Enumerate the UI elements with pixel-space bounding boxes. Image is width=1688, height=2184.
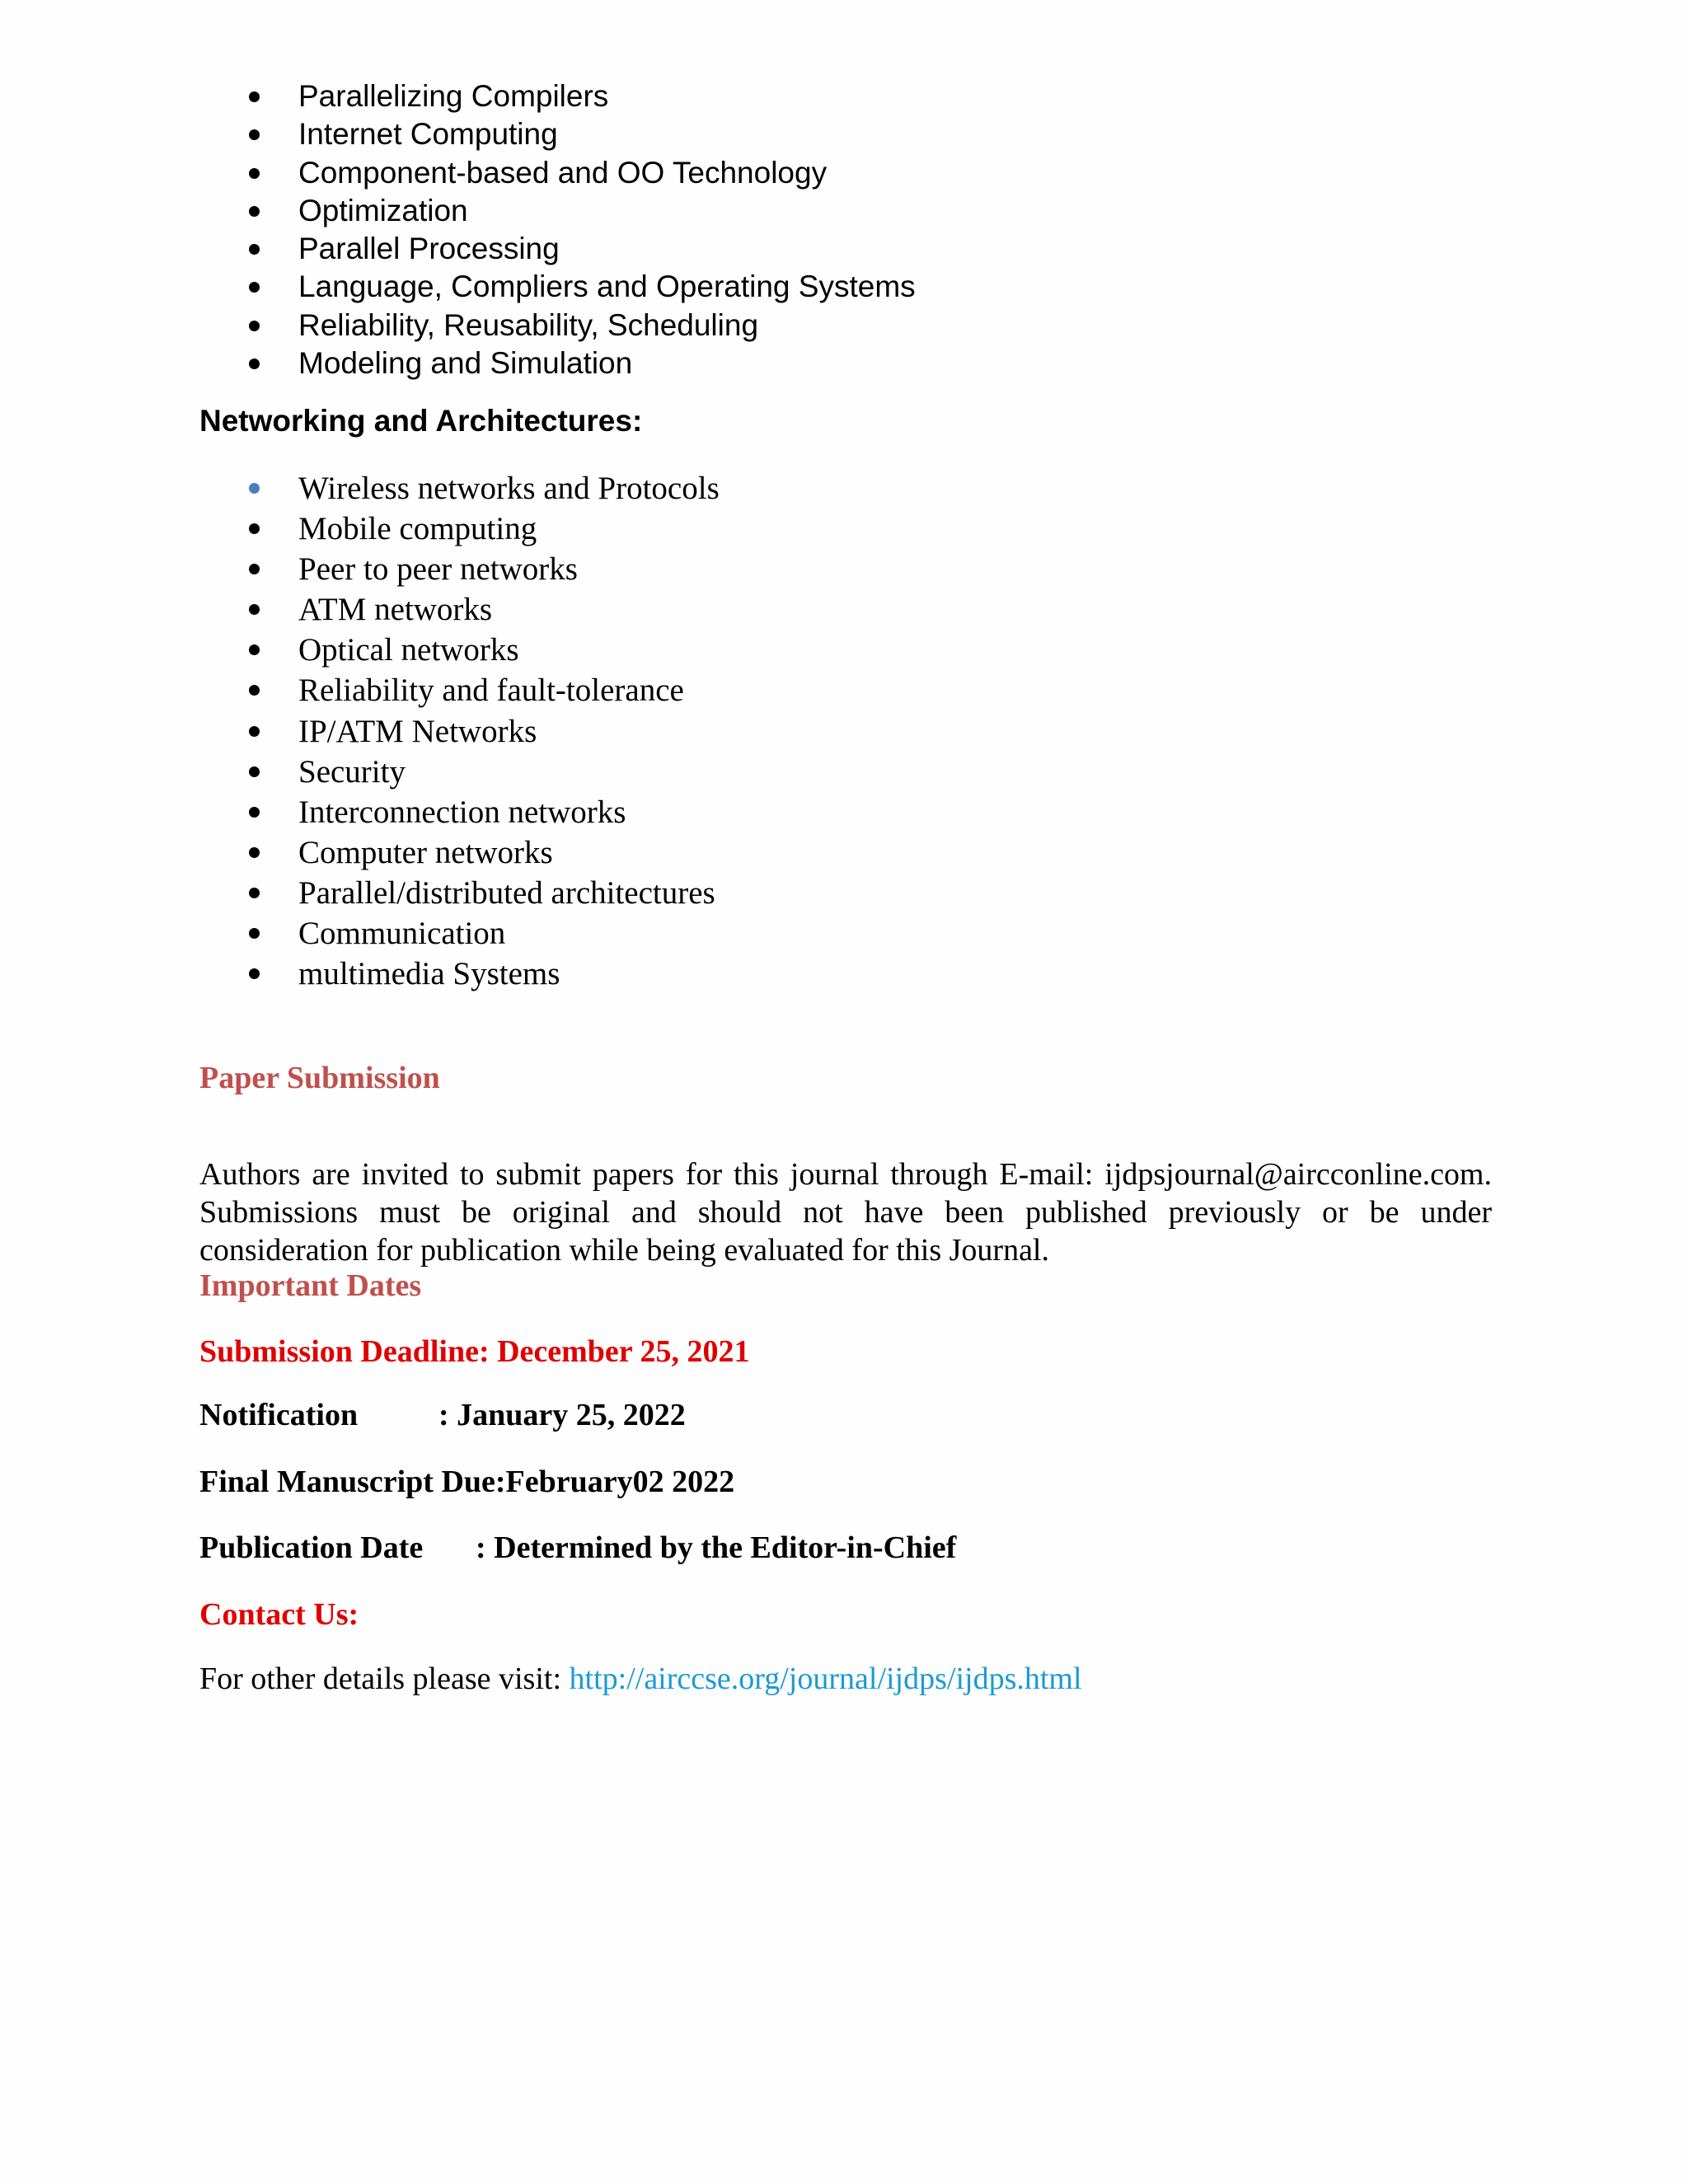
list-item-text: Component-based and OO Technology [298,155,828,190]
bullet-icon [249,766,260,777]
paper-submission-heading: Paper Submission [199,1061,440,1095]
visit-text: For other details please visit: [199,1661,562,1696]
list-item-text: Internet Computing [298,117,558,152]
bullet-icon [249,807,260,818]
list-item-text: Security [298,753,406,790]
list-item-text: Optical networks [298,632,519,668]
list-item [0,307,1688,344]
bullet-icon [249,91,260,102]
bullet-icon [249,359,260,369]
bullet-icon [249,206,260,217]
notification-label: Notification [199,1398,359,1432]
list-item-text: Communication [298,916,506,952]
list-item [0,873,1688,913]
list-item [0,230,1688,268]
bullet-icon [249,129,260,140]
networking-heading: Networking and Architectures: [199,404,643,438]
list-item-text: Interconnection networks [298,794,626,830]
list-item [0,589,1688,630]
list-item-text: Parallel/distributed architectures [298,874,715,911]
submission-paragraph: Authors are invited to submit papers for this journal through E-mail: ijdpsjournal@aircconline.com. Submissions must be original and should not have been published previously or be under consideration for publication while being evaluated for this Journal. [199,1157,1492,1268]
submission-deadline: Submission Deadline: December 25, 2021 [199,1334,750,1369]
list-item [0,549,1688,589]
notification-date [199,1397,686,1433]
list-item-text: Modeling and Simulation [298,346,633,381]
list-item-text: ATM networks [298,592,493,628]
list-item [0,77,1688,115]
list-item-text: Peer to peer networks [298,551,578,588]
journal-link[interactable]: http://airccse.org/journal/ijdps/ijdps.html [569,1661,1082,1696]
list-item [0,954,1688,994]
networking-list [0,468,1688,994]
bullet-icon [249,282,260,293]
list-item [0,468,1688,509]
notification-value: : January 25, 2022 [438,1398,686,1432]
contact-line [199,1661,1082,1697]
list-item-text: Reliability and fault-tolerance [298,673,684,709]
bullet-icon [249,928,260,939]
list-item-text: Optimization [298,193,468,227]
list-item [0,192,1688,230]
list-item [0,670,1688,710]
bullet-icon [249,168,260,179]
bullet-icon [249,847,260,858]
final-manuscript-date: Final Manuscript Due:February02 2022 [199,1465,735,1499]
bullet-icon [249,321,260,331]
list-item-text: Language, Compliers and Operating Systems [298,269,916,304]
list-item [0,268,1688,306]
list-item-text: Mobile computing [298,511,537,547]
list-item [0,344,1688,382]
bullet-icon [249,888,260,898]
list-item [0,154,1688,192]
bullet-icon [249,726,260,737]
bullet-icon [249,644,260,655]
list-item [0,115,1688,153]
list-item-text: IP/ATM Networks [298,713,537,749]
topic-list [0,77,1688,382]
list-item [0,913,1688,954]
bullet-icon [249,244,260,255]
list-item [0,792,1688,832]
bullet-icon [249,968,260,979]
list-item-text: Parallel Processing [298,232,560,266]
list-item-text: Reliability, Reusability, Scheduling [298,307,759,342]
list-item-text: Computer networks [298,834,553,870]
bullet-icon [249,483,260,494]
list-item [0,509,1688,549]
list-item [0,630,1688,670]
list-item-text: Wireless networks and Protocols [298,471,720,506]
bullet-icon [249,564,260,574]
important-dates-heading: Important Dates [199,1268,422,1303]
publication-label: Publication Date [199,1530,424,1565]
list-item [0,832,1688,873]
publication-value: : Determined by the Editor-in-Chief [476,1530,957,1565]
list-item [0,752,1688,792]
publication-date [199,1530,956,1566]
contact-heading: Contact Us: [199,1597,359,1632]
list-item [0,711,1688,752]
bullet-icon [249,523,260,534]
bullet-icon [249,604,260,615]
list-item-text: Parallelizing Compilers [298,79,609,113]
bullet-icon [249,685,260,696]
list-item-text: multimedia Systems [298,956,560,992]
